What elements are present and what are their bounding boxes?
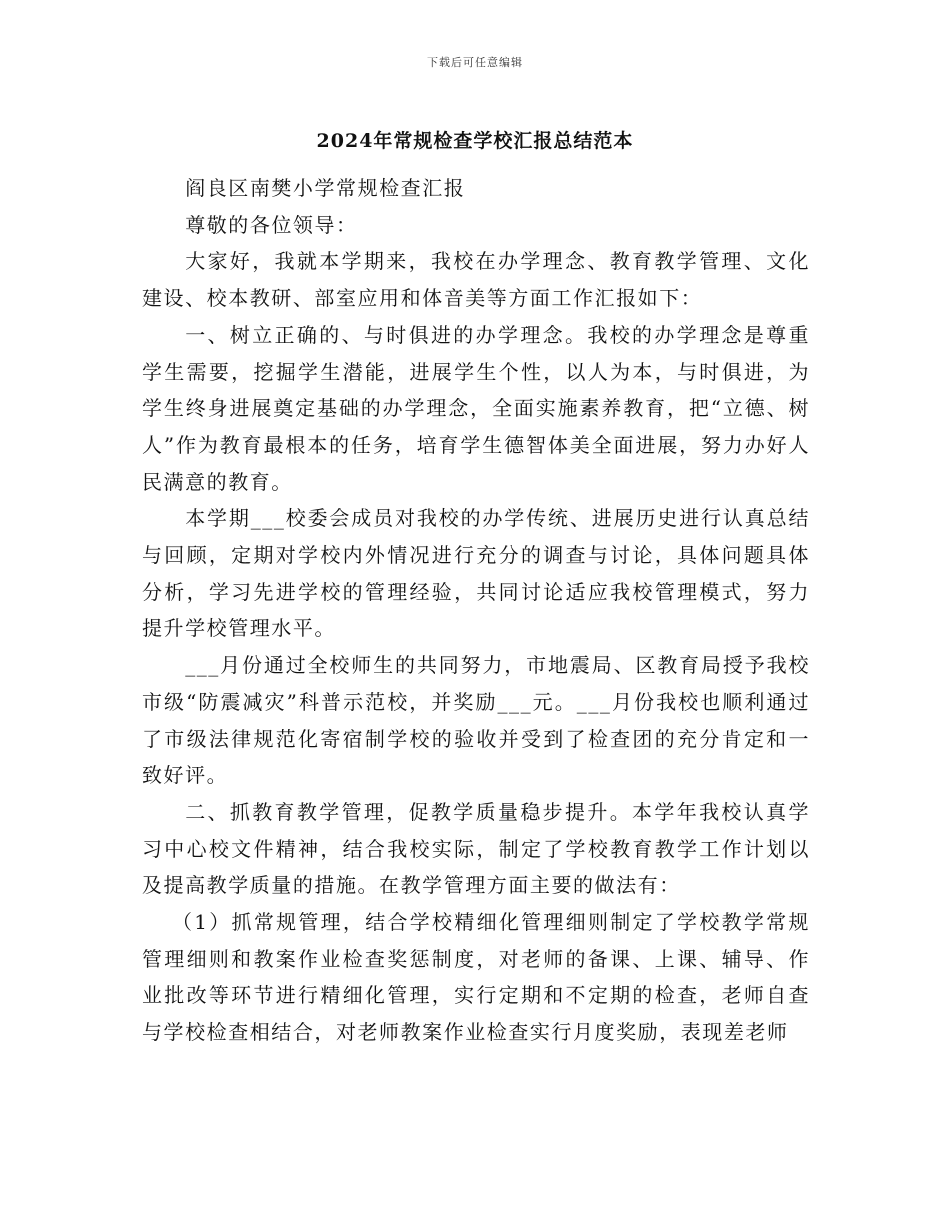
paragraph-intro: 大家好，我就本学期来，我校在办学理念、教育教学管理、文化建设、校本教研、部室应用和体音美等方面工作汇报如下：: [142, 249, 810, 311]
paragraph-salutation: 尊敬的各位领导：: [185, 212, 358, 237]
paragraph-management-review: 本学期___校委会成员对我校的办学传统、进展历史进行认真总结与回顾，定期对学校内外情况进行充分的调查与讨论，具体问题具体分析，学习先进学校的管理经验，共同讨论适应我校管理模式，努力提升学校管理水平。: [142, 506, 810, 641]
paragraph-section-1: 一、树立正确的、与时俱进的办学理念。我校的办学理念是尊重学生需要，挖掘学生潜能，进展学生个性，以人为本，与时俱进，为学生终身进展奠定基础的办学理念，全面实施素养教育，把“立德、树人”作为教育最根本的任务，培育学生德智体美全面进展，努力办好人民满意的教育。: [142, 322, 810, 494]
paragraph-section-2: 二、抓教育教学管理，促教学质量稳步提升。本学年我校认真学习中心校文件精神，结合我校实际，制定了学校教育教学工作计划以及提高教学质量的措施。在教学管理方面主要的做法有：: [142, 799, 810, 898]
paragraph-school-name: 阎良区南樊小学常规检查汇报: [185, 176, 466, 200]
document-title: 2024年常规检查学校汇报总结范本: [316, 130, 634, 152]
header-note: 下载后可任意编辑: [427, 56, 523, 69]
document-body: [142, 170, 810, 1051]
paragraph-awards: ___月份通过全校师生的共同努力，市地震局、区教育局授予我校市级“防震减灾”科普示范校，并奖励___元。___月份我校也顺利通过了市级法律规范化寄宿制学校的验收并受到了检查团的充分肯定和一致好评。: [142, 653, 810, 788]
paragraph-item-1: （1）抓常规管理，结合学校精细化管理细则制定了学校教学常规管理细则和教案作业检查奖惩制度，对老师的备课、上课、辅导、作业批改等环节进行精细化管理，实行定期和不定期的检查，老师自查与学校检查相结合，对老师教案作业检查实行月度奖励，表现差老师: [142, 910, 810, 1045]
